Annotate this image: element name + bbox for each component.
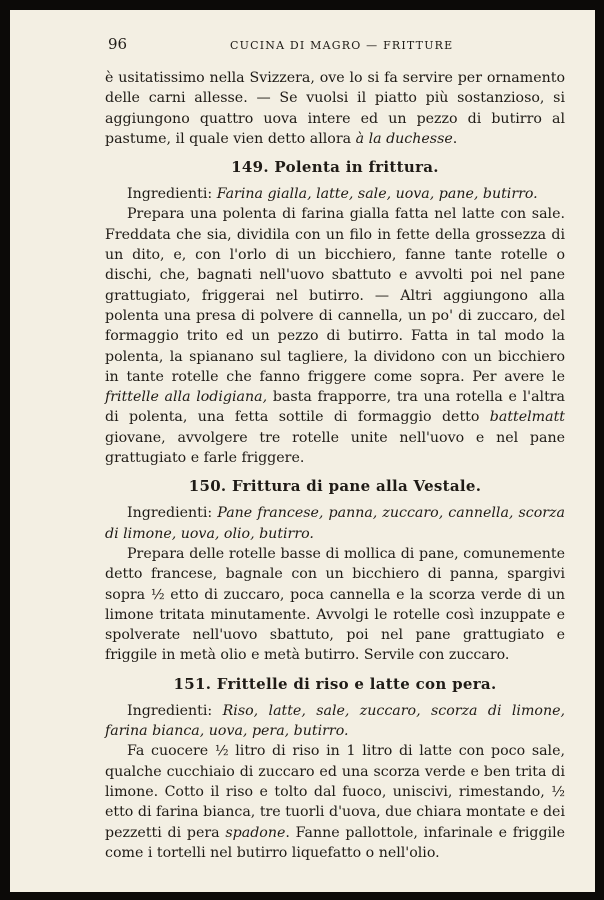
recipe-151-title: 151. Frittelle di riso e latte con pera.: [173, 674, 497, 693]
page-number: 96: [108, 35, 128, 53]
running-title: CUCINA DI MAGRO — FRITTURE: [230, 39, 454, 52]
recipe-150-title: 150. Frittura di pane alla Vestale.: [188, 477, 482, 496]
recipe-149-body: Prepara una polenta di farina gialla fatta nel latte con sale. Freddata che sia, dividila con un filo in fette della grossezza di un dito, e, con l'orlo di un bicchiero, fanne tante rotelle o dischi, che, bagnati nell'uovo sbattuto e avvolti poi nel pane grattugiato, friggerai nel butirro. — Altri aggiungono alla polenta una presa di polvere di cannella, un po' di zuccaro, del formaggio trito ed un pezzo di butirro. Fatta in tal modo la polenta, la spianano sul tagliere, la dividono con un bicchiero in tante rotelle che fanno friggere come sopra. Per avere le frittelle alla lodigiana, basta frapporre, tra una rotella e l'altra di polenta, una fetta sottile di formaggio detto battelmatt giovane, avvolgere tre rotelle unite nell'uovo e nel pane grattugiato e farle friggere.: [105, 206, 566, 467]
page-content: [105, 68, 565, 863]
intro-paragraph: è usitatissimo nella Svizzera, ove lo si fa servire per ornamento delle carni allesse. — Se vuolsi il piatto più sostanzioso, si aggiungono quattro uova intere ed un pezzo di butirro al pastume, il quale vien detto allora à la duchesse.: [105, 70, 565, 147]
recipe-150-body: Prepara delle rotelle basse di mollica di pane, comunemente detto francese, bagnale con un bicchiero di panna, spargivi sopra ½ etto di zuccaro, poca cannella e la scorza verde di un limone tritata minutamente. Avvolgi le rotelle così inzuppate e spolverate nell'uovo sbattuto, poi nel pane grattugiato e friggile in metà olio e metà butirro. Servile con zuccaro.: [105, 545, 565, 664]
book-page: [10, 10, 595, 892]
page-header: [10, 35, 595, 55]
recipe-149-ingredients: Ingredienti: Farina gialla, latte, sale, uova, pane, butirro.: [127, 186, 538, 203]
recipe-149-title: 149. Polenta in frittura.: [231, 158, 439, 177]
recipe-150-ingredients: Ingredienti: Pane francese, panna, zuccaro, cannella, scorza di limone, uova, olio, butirro.: [105, 505, 565, 542]
recipe-151-body: Fa cuocere ½ litro di riso in 1 litro di latte con poco sale, qualche cucchiaio di zuccaro ed una scorza verde e ben trita di limone. Cotto il riso e tolto dal fuoco, uniscivi, rimestando, ½ etto di farina bianca, tre tuorli d'uova, due chiara montate e dei pezzetti di pera spadone. Fanne pallottole, infarinale e friggile come i tortelli nel butirro liquefatto o nell'olio.: [105, 743, 566, 861]
recipe-151-ingredients: Ingredienti: Riso, latte, sale, zuccaro, scorza di limone, farina bianca, uova, pera, butirro.: [105, 702, 565, 740]
